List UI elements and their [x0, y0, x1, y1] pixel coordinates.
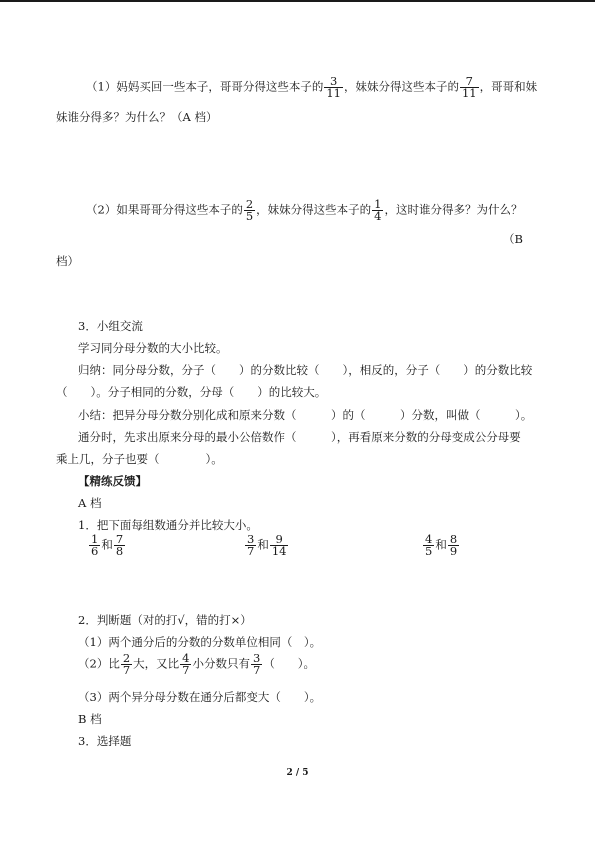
q1-text-pre: （1）妈妈买回一些本子，哥哥分得这些本子的	[86, 79, 324, 94]
q2-tier-label-right: （B	[503, 232, 523, 246]
page-number: 2 / 5	[286, 768, 309, 778]
q1-line-1	[86, 76, 537, 99]
section-3-title: 3．小组交流	[78, 319, 143, 333]
q1-text-post: ，哥哥和妹	[479, 79, 538, 94]
fraction-3-11: $\frac{3}{11}$	[326, 74, 341, 100]
judgement-2: （2）比 $\frac{2}{7}$ 大，又比 $\frac{4}{7}$ 小分数只有 $\frac{3}{7}$ （ ）。	[78, 651, 316, 677]
tier-a-label: A 档	[78, 496, 102, 510]
section-3-line-6: 乘上几，分子也要（ ）。	[56, 452, 223, 466]
q1-text-mid: ，妹妹分得这些本子的	[343, 79, 459, 94]
fraction-pair-1: $\frac{1}{6}$ 和 $\frac{7}{8}$	[91, 532, 124, 558]
judgement-1: （1）两个通分后的分数的分数单位相同（ ）。	[78, 635, 322, 649]
q2-tier-label-left: 档）	[56, 254, 79, 268]
problem-2-prompt: 2．判断题（对的打√，错的打×）	[78, 613, 252, 627]
tier-b-label: B 档	[78, 712, 102, 726]
section-3-line-5: 通分时，先求出原来分母的最小公倍数作（ ），再看原来分数的分母变成公分母要	[78, 430, 521, 444]
fraction-pair-2: $\frac{3}{7}$ 和 $\frac{9}{14}$	[247, 532, 287, 558]
page-top-rule	[0, 0, 595, 2]
fraction-pair-3: $\frac{4}{5}$ 和 $\frac{8}{9}$	[425, 532, 458, 558]
q1-line-2: 妹谁分得多？为什么？（A 档）	[56, 110, 218, 124]
feedback-header: 【精练反馈】	[78, 474, 147, 488]
problem-3-prompt: 3．选择题	[78, 734, 132, 748]
fraction-1-4: $\frac{1}{4}$	[374, 197, 382, 223]
fraction-2-5: $\frac{2}{5}$	[245, 197, 254, 223]
section-3-line-2: 归纳：同分母分数，分子（ ）的分数比较（ ），相反的，分子（ ）的分数比较	[78, 363, 533, 377]
q2-line-1: （2）如果哥哥分得这些本子的 $\frac{2}{5}$ ，妹妹分得这些本子的 $\frac{1}{4}$ ，这时谁分得多？为什么？	[86, 197, 523, 223]
section-3-line-4: 小结：把异分母分数分别化成和原来分数（ ）的（ ）分数，叫做（ ）。	[78, 408, 533, 422]
fraction-7-11: $\frac{7}{11}$	[461, 74, 477, 100]
problem-1-prompt: 1．把下面每组数通分并比较大小。	[78, 518, 258, 532]
section-3-line-1: 学习同分母分数的大小比较。	[78, 341, 228, 355]
judgement-3: （3）两个异分母分数在通分后都变大（ ）。	[78, 690, 322, 704]
section-3-line-3: （ ）。分子相同的分数，分母（ ）的比较大。	[56, 385, 327, 399]
